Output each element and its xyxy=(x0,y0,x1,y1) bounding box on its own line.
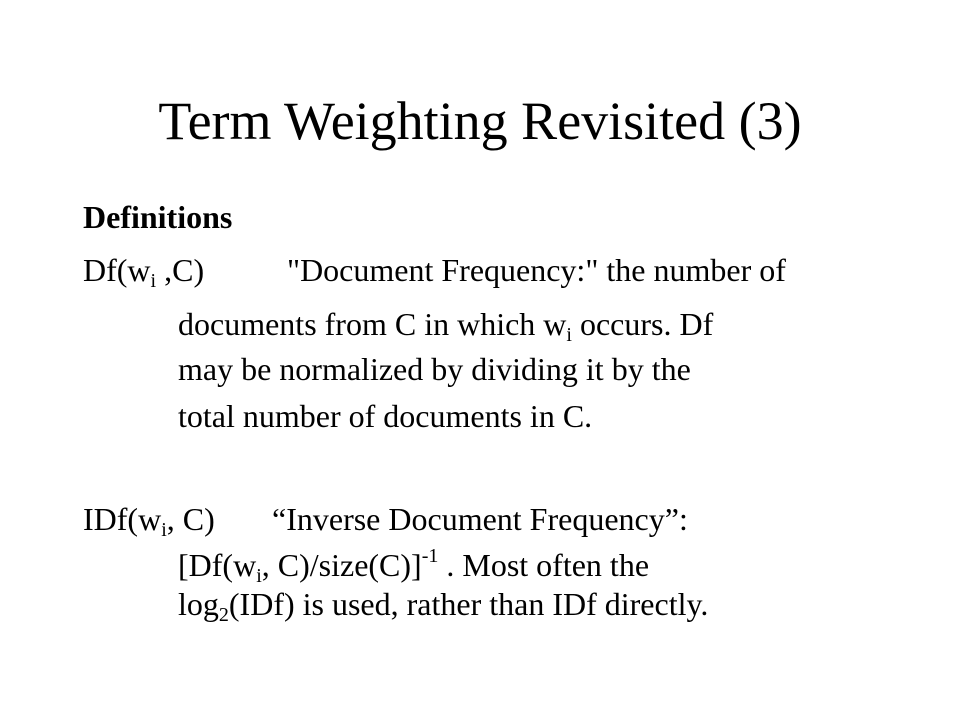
df-term-subscript: i xyxy=(150,270,157,292)
df-term-prefix: Df(w xyxy=(83,252,151,288)
idf-line3-a: log xyxy=(178,586,219,622)
df-definition-line-4: total number of documents in C. xyxy=(178,398,593,434)
df-definition-line-3: may be normalized by dividing it by the xyxy=(178,351,691,387)
df-line1-rest: the number of xyxy=(598,252,786,288)
df-definition-desc-1 xyxy=(287,251,786,289)
definitions-heading: Definitions xyxy=(83,199,233,235)
idf-line2-b: , C)/size(C)] xyxy=(261,547,422,583)
idf-definition-line-2 xyxy=(178,545,650,587)
df-line2-a: documents from C in which w xyxy=(178,306,567,342)
df-term-suffix: ,C) xyxy=(156,252,205,288)
slide-title: Term Weighting Revisited (3) xyxy=(158,91,802,151)
df-line2-subscript: i xyxy=(566,324,572,346)
df-definition-line-2 xyxy=(178,305,714,346)
df-definition-line-1 xyxy=(83,251,205,292)
idf-line3-b: (IDf) is used, rather than IDf directly. xyxy=(228,586,709,622)
idf-term-prefix: IDf(w xyxy=(83,501,162,537)
idf-term-subscript: i xyxy=(161,519,167,541)
idf-line2-subscript: i xyxy=(256,565,262,587)
idf-definition-line-3 xyxy=(178,585,709,626)
idf-quote: “Inverse Document Frequency”: xyxy=(272,501,688,537)
idf-line2-superscript: -1 xyxy=(421,545,439,567)
df-line2-b: occurs. Df xyxy=(571,306,714,342)
idf-line2-c: . Most often the xyxy=(438,547,650,583)
idf-term-suffix: , C) xyxy=(166,501,215,537)
idf-line2-a: [Df(w xyxy=(178,547,257,583)
idf-line3-subscript: 2 xyxy=(218,604,229,626)
idf-definition-line-1 xyxy=(83,500,215,541)
df-quote: "Document Frequency:" xyxy=(287,252,599,288)
